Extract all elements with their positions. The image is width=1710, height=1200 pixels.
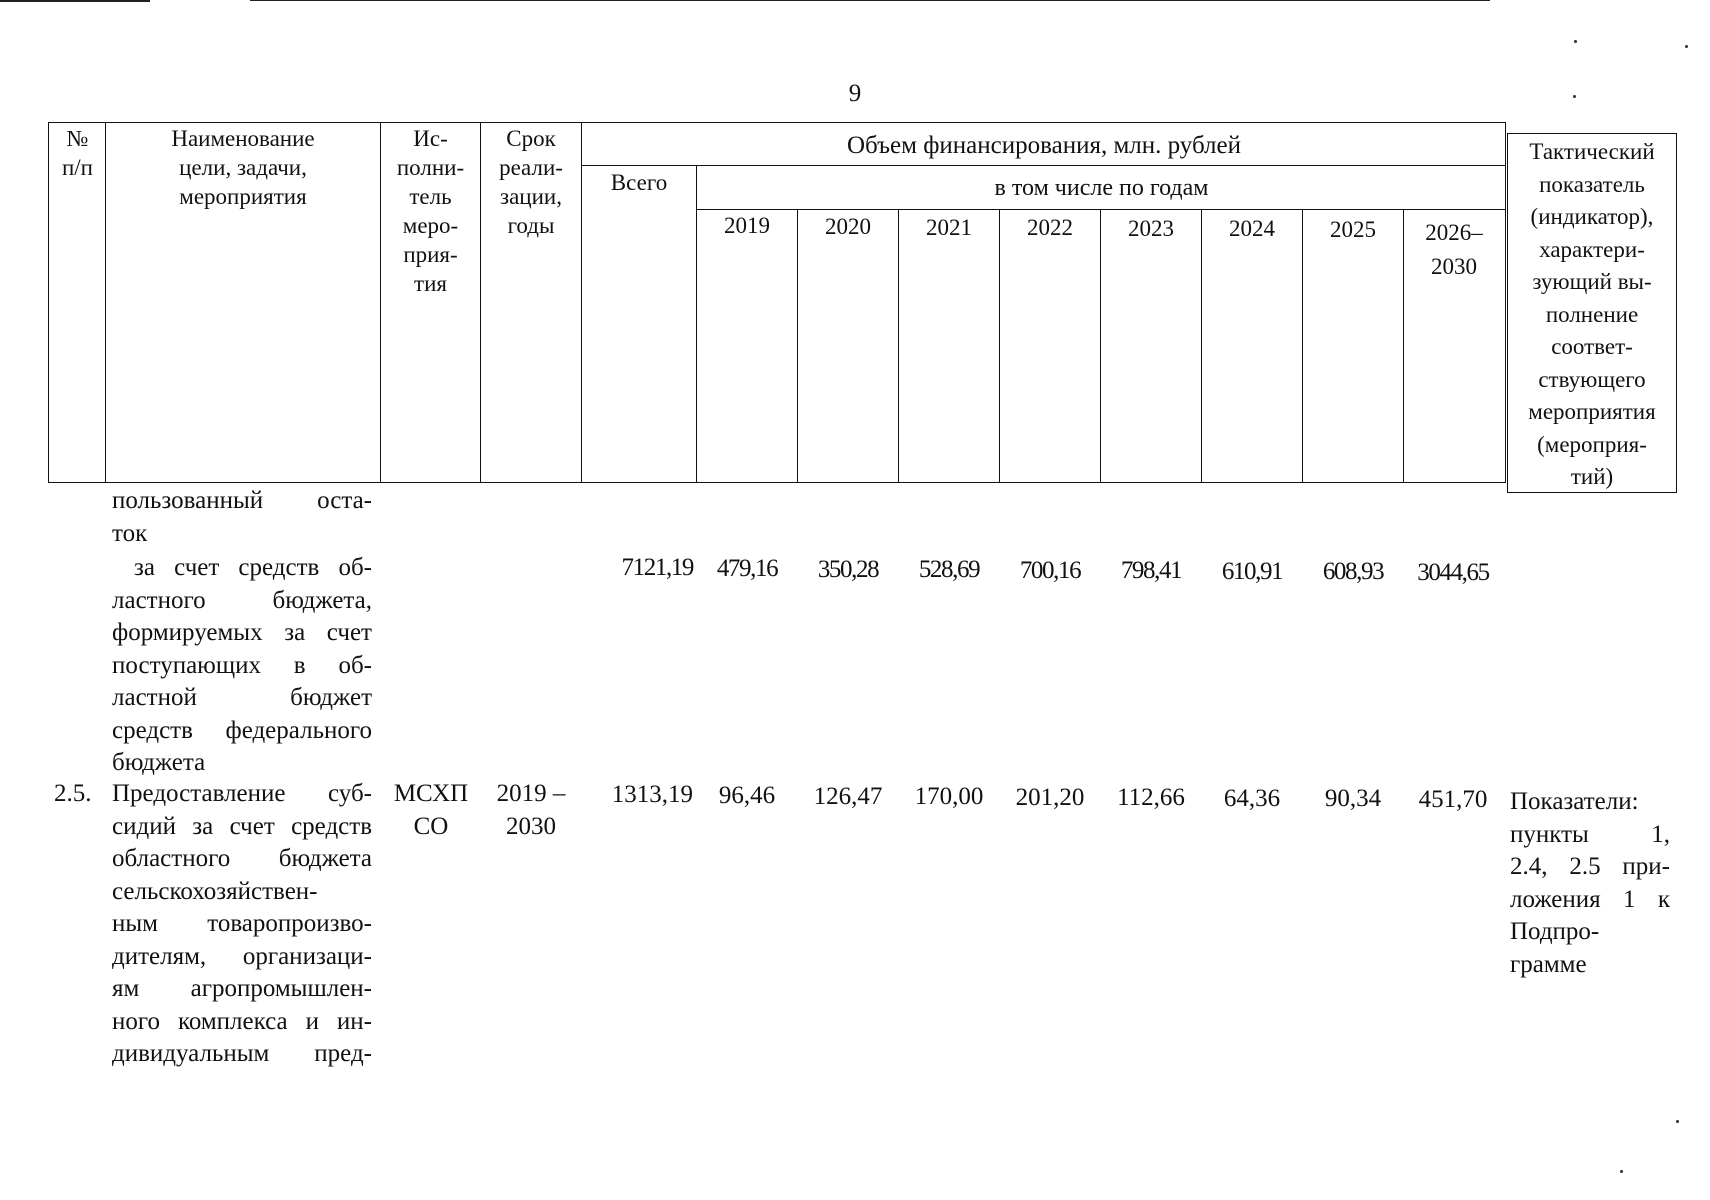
row-regional-2025: 608,93 (1322, 558, 1384, 585)
grid-line (1201, 209, 1202, 483)
row-2-5-2019: 96,46 (718, 782, 776, 809)
scan-edge-line (0, 0, 150, 2)
row-2-5-2025: 90,34 (1324, 785, 1382, 812)
scan-edge-line (250, 0, 1490, 1)
grid-line (898, 209, 899, 483)
grid-line (581, 165, 1506, 166)
page-number: 9 (848, 80, 862, 107)
row-2-5-term: 2019 – 2030 (496, 780, 566, 840)
row-2-5-indicator: Показатели: пункты 1, 2.4, 2.5 при- ложения 1 к Подпро- грамме (1510, 788, 1670, 978)
row-2-5-total: 1313,19 (611, 781, 693, 808)
row-2-5-2024: 64,36 (1223, 785, 1281, 812)
header-total: Всего (610, 170, 668, 195)
scan-speck (1574, 40, 1577, 43)
header-tactical-indicator: Тактический показатель (индикатор), характери- зующий вы- полнение соответ- ствующего мероприятия (мероприя- тий) (1507, 133, 1677, 493)
grid-line (1403, 209, 1404, 483)
header-year-2023: 2023 (1128, 216, 1174, 241)
row-regional-2019: 479,16 (716, 555, 778, 582)
carry-over-text: пользованный оста- ток (112, 487, 372, 547)
header-year-2019: 2019 (724, 213, 770, 238)
header-year-2020: 2020 (825, 214, 871, 239)
row-regional-total: 7121,19 (621, 554, 693, 581)
grid-line (1100, 209, 1101, 483)
row-2-5-2026-2030: 451,70 (1418, 786, 1488, 813)
header-year-2026-2030: 2026–2030 (1425, 220, 1483, 279)
header-year-2021: 2021 (926, 215, 972, 240)
scan-speck (1620, 1170, 1623, 1173)
row-2-5-2021: 170,00 (914, 783, 984, 810)
row-regional-2023: 798,41 (1120, 557, 1182, 584)
row-regional-2022: 700,16 (1019, 557, 1081, 584)
scan-speck (1676, 1120, 1679, 1123)
row-regional-2021: 528,69 (918, 556, 980, 583)
row-regional-2020: 350,28 (817, 556, 879, 583)
grid-line (1302, 209, 1303, 483)
row-2-5-2020: 126,47 (813, 783, 883, 810)
row-regional-name: за счет средств об- ластного бюджета, формируемых за счет поступающих в об- ластной бюджет средств федерального бюджета (112, 554, 372, 776)
row-regional-2026-2030: 3044,65 (1417, 559, 1489, 586)
grid-line (999, 209, 1000, 483)
grid-line (696, 209, 1506, 210)
row-regional-2024: 610,91 (1221, 558, 1283, 585)
scan-speck (1685, 45, 1688, 48)
header-col-term: Срок реали- зации, годы (499, 126, 563, 238)
row-2-5-name: Предоставление суб- сидий за счет средств областного бюджета сельскохозяйствен- ным товаропроизво- дителям, организаци- ям агропромышлен- ного комплекса и ин- дивидуальным пред- (112, 780, 372, 1067)
header-col-executor: Ис- полни- тель меро- прия- тия (396, 126, 465, 296)
row-2-5-executor: МСХП СО (393, 780, 469, 840)
header-year-2025: 2025 (1330, 217, 1376, 242)
header-col-no: № п/п (61, 126, 93, 180)
grid-line (797, 209, 798, 483)
header-year-2022: 2022 (1027, 215, 1073, 240)
header-by-years: в том числе по годам (994, 175, 1209, 201)
row-2-5-2022: 201,20 (1015, 784, 1085, 811)
row-2-5-number: 2.5. (54, 780, 92, 807)
header-col-name: Наименование цели, задачи, мероприятия (171, 126, 315, 209)
header-year-2024: 2024 (1229, 216, 1275, 241)
row-2-5-2023: 112,66 (1117, 784, 1185, 811)
header-funding: Объем финансирования, млн. рублей (846, 132, 1242, 159)
